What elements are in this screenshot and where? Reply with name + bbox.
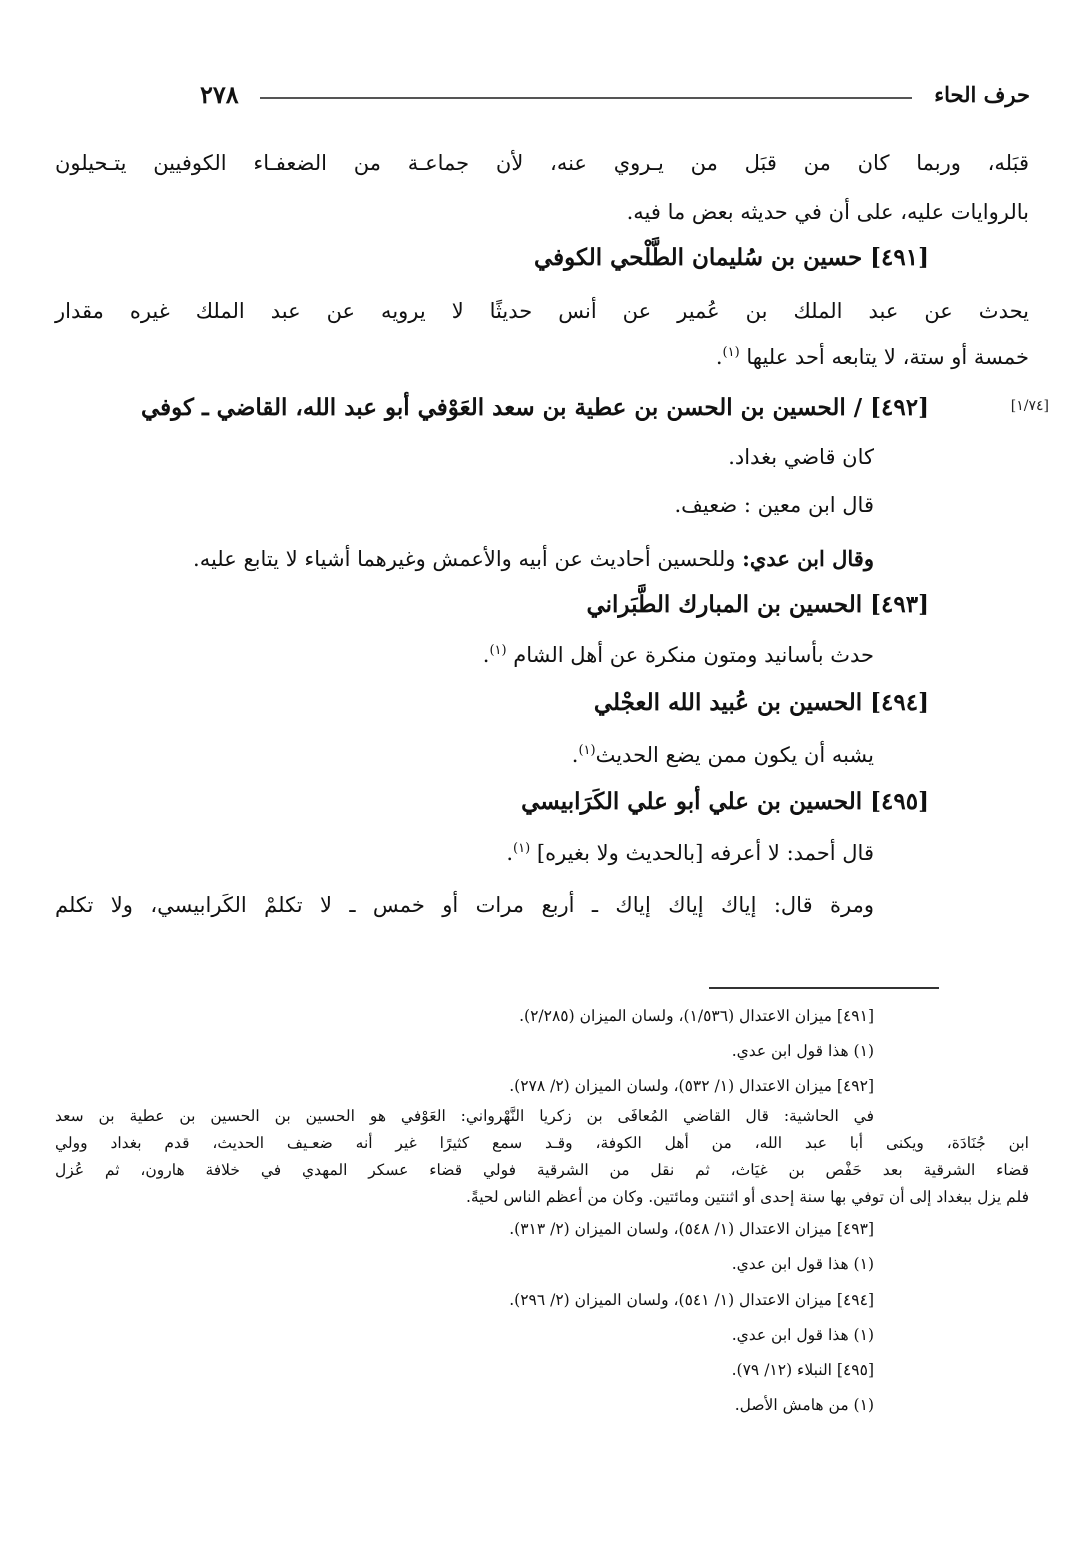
entry-492-line-3: وقال ابن عدي: وللحسين أحاديث عن أبيه والأعمش وغيرهما أشياء لا يتابع عليه. [193, 546, 874, 571]
intro-line-1: قبَله، وربما كان من قبَل من يـروي عنه، لأن جماعـة من الضعفـاء الكوفيين يتـحيلون [55, 151, 1029, 175]
ibn-adi-label: وقال ابن عدي: [742, 546, 874, 571]
footnote-491-source: [٤٩١] ميزان الاعتدال (١/٥٣٦)، ولسان الميزان (٢/٢٨٥). [519, 1007, 874, 1025]
footnote-495-note: (١) من هامش الأصل. [734, 1396, 874, 1414]
footnote-493-note: (١) هذا قول ابن عدي. [731, 1255, 874, 1273]
entry-493-heading: [٤٩٣] الحسين بن المبارك الطَّبَراني [586, 591, 929, 618]
margin-page-reference: [١/٧٤] [1010, 398, 1049, 414]
entry-494-text: يشبه أن يكون ممن يضع الحديث$^{(١)}$. [571, 743, 874, 767]
footnote-493-source: [٤٩٣] ميزان الاعتدال (١/ ٥٤٨)، ولسان الميزان (٢/ ٣١٣). [509, 1220, 874, 1238]
header-rule [260, 97, 912, 99]
footnote-ref: (١) [578, 743, 596, 758]
entry-491-text-2: خمسة أو ستة، لا يتابعه أحد عليها $^{(١)}$. [715, 345, 1029, 369]
entry-494-heading: [٤٩٤] الحسين بن عُبيد الله العجْلي [593, 689, 929, 716]
intro-line-2: بالروايات عليه، على أن في حديثه بعض ما فيه. [626, 200, 1029, 224]
footnote-492-source: [٤٩٢] ميزان الاعتدال (١/ ٥٣٢)، ولسان الميزان (٢/ ٢٧٨). [509, 1077, 874, 1095]
page-header [60, 78, 1030, 112]
footnote-491-note: (١) هذا قول ابن عدي. [731, 1042, 874, 1060]
footnote-494-source: [٤٩٤] ميزان الاعتدال (١/ ٥٤١)، ولسان الميزان (٢/ ٢٩٦). [509, 1291, 874, 1309]
entry-491-text-1: يحدث عن عبد الملك بن عُمير عن أنس حديثًا لا يرويه عن عبد الملك غيره مقدار [55, 299, 1029, 323]
entry-492-line-2: قال ابن معين : ضعيف. [674, 493, 874, 517]
footnote-separator [709, 987, 939, 989]
entry-495-line-2: ومرة قال: إياك إياك إياك ـ أربع مرات أو خمس ـ لا تكلمْ الكَرابيسي، ولا تكلم [55, 893, 874, 917]
footnote-494-note: (١) هذا قول ابن عدي. [731, 1326, 874, 1344]
entry-491-heading: [٤٩١] حسين بن سُليمان الطَّلْحي الكوفي [533, 244, 929, 271]
footnote-492-hashiya-3: قضاء الشرقية بعد حَفْص بن غيَاث، ثم نقل من الشرقية فولي قضاء عسكر المهدي في خلافة هارون، ثم عُزل [55, 1161, 1029, 1179]
footnote-ref: (١) [489, 643, 507, 658]
page-number: ٢٧٨ [200, 80, 239, 109]
section-title: حرف الحاء [934, 82, 1030, 107]
footnote-ref: (١) [722, 345, 740, 360]
footnote-492-hashiya-4: فلم يزل ببغداد إلى أن توفي بها سنة إحدى أو اثنتين ومائتين. وكان من أعظم الناس لحيةً. [465, 1188, 1029, 1206]
footnote-ref: (١) [513, 841, 531, 856]
footnote-495-source: [٤٩٥] النبلاء (١٢/ ٧٩). [731, 1361, 874, 1379]
entry-492-line-1: كان قاضي بغداد. [728, 445, 874, 469]
footnote-492-hashiya-2: ابن جُنَادَة، ويكنى أبا عبد الله، من أهل الكوفة، وقـد سمع كثيرًا غير أنه ضعـيف الحديث، قدم بغداد وولي [55, 1134, 1029, 1152]
footnote-492-hashiya-1: في الحاشية: قال القاضي المُعافَى بن زكريا النَّهْرواني: العَوْفي هو الحسين بن الحسين بن عطية بن سعد [55, 1107, 874, 1125]
entry-493-text: حدث بأسانيد ومتون منكرة عن أهل الشام $^{(١)}$. [482, 643, 874, 667]
entry-492-heading: [٤٩٢] / الحسين بن الحسن بن عطية بن سعد العَوْفي أبو عبد الله، القاضي ـ كوفي [140, 394, 929, 421]
entry-495-heading: [٤٩٥] الحسين بن علي أبو علي الكَرَابيسي [521, 788, 929, 815]
entry-495-line-1: قال أحمد: لا أعرفه [بالحديث ولا بغيره] $^{(١)}$. [506, 841, 874, 865]
